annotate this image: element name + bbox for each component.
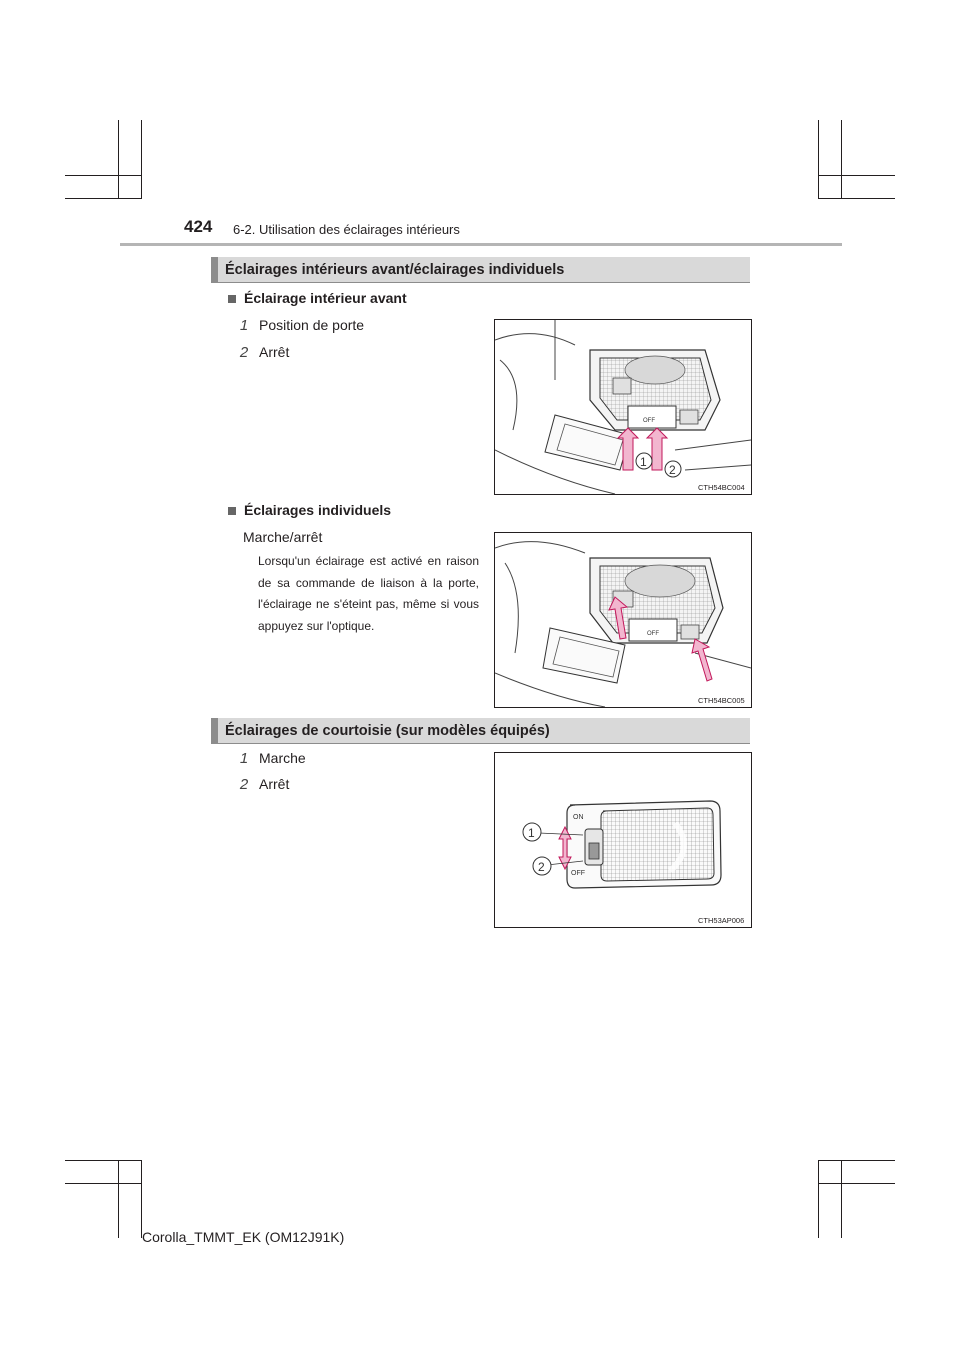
callout-1: 1 — [528, 826, 535, 840]
item-number: 2 — [239, 776, 249, 793]
subheading-individual-lights — [228, 502, 391, 518]
figure-code: CTH54BC004 — [698, 483, 745, 492]
list-item — [237, 344, 289, 361]
switch-off-label: OFF — [643, 418, 655, 424]
item-label: Marche — [259, 750, 306, 766]
footer-text: Corolla_TMMT_EK (OM12J91K) — [142, 1229, 345, 1245]
subheading-text: Éclairage intérieur avant — [244, 290, 407, 306]
list-item — [237, 750, 306, 767]
header-rule — [120, 243, 842, 246]
callout-2: 2 — [538, 860, 545, 874]
section-heading-courtesy-lights — [211, 718, 750, 744]
subheading-text: Éclairages individuels — [244, 502, 392, 518]
subheading-front-interior-light — [228, 290, 407, 306]
page-number: 424 — [184, 217, 213, 236]
list-item — [237, 317, 364, 334]
callout-2: 2 — [669, 463, 676, 477]
off-label: OFF — [571, 870, 585, 877]
front-light-illustration — [495, 320, 751, 494]
on-label: ON — [573, 814, 584, 821]
square-bullet-icon — [228, 507, 236, 515]
switch-off-label: OFF — [647, 631, 659, 637]
figure-individual-lights — [494, 532, 752, 708]
item-number: 1 — [239, 317, 249, 334]
courtesy-light-illustration — [495, 753, 751, 927]
figure-front-interior-light — [494, 319, 752, 495]
individual-lights-illustration — [495, 533, 751, 707]
section-heading-front-lights — [211, 257, 750, 283]
item-label: Arrêt — [259, 776, 290, 792]
figure-code: CTH53AP006 — [698, 916, 745, 925]
section-heading-text: Éclairages intérieurs avant/éclairages individuels — [225, 262, 565, 278]
section-heading-text: Éclairages de courtoisie (sur modèles équipés) — [225, 723, 550, 739]
item-label: Position de porte — [259, 317, 365, 333]
note-text: Lorsqu'un éclairage est activé en raison de sa commande de liaison à la porte, l'éclairage ne s'éteint pas, même si vous appuyez sur l'optique. — [258, 554, 479, 633]
item-number: 1 — [239, 750, 249, 767]
figure-courtesy-light — [494, 752, 752, 928]
heading-bar — [211, 257, 218, 282]
square-bullet-icon — [228, 295, 236, 303]
callout-1: 1 — [640, 455, 647, 469]
list-item — [237, 776, 289, 793]
item-number: 2 — [239, 344, 249, 361]
heading-bar — [211, 718, 218, 743]
figure-code: CTH54BC005 — [698, 696, 745, 705]
item-on-off: Marche/arrêt — [243, 529, 323, 545]
section-path: 6-2. Utilisation des éclairages intérieurs — [233, 222, 460, 237]
item-label: Arrêt — [259, 344, 290, 360]
